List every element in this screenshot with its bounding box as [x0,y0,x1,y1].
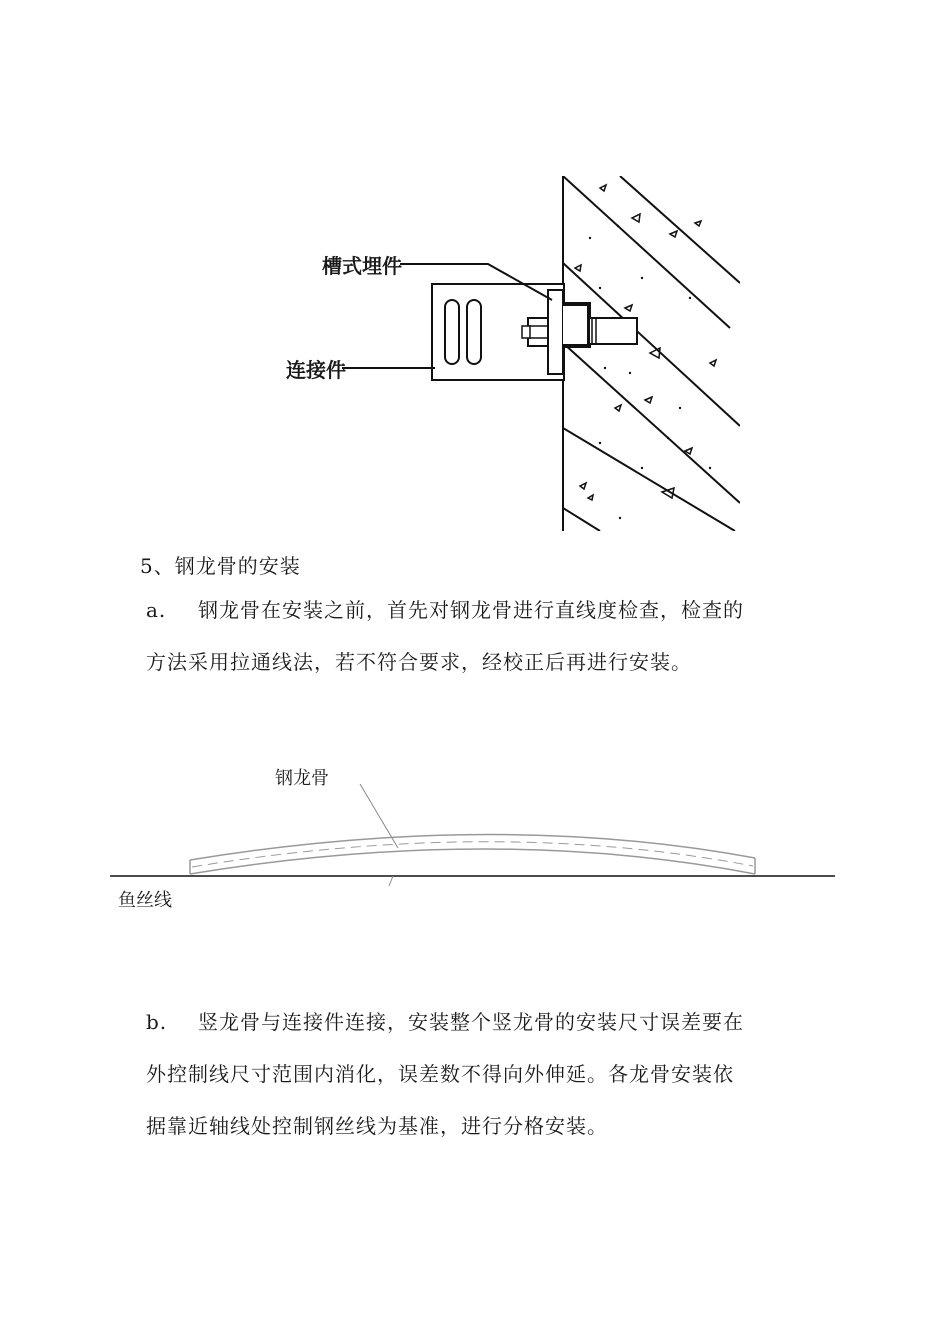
bracket-flange [548,290,563,374]
keel-upper-edge [190,834,755,860]
nut [528,318,548,346]
paragraph-b [146,996,836,1152]
paragraph-b-line-2: 外控制线尺寸范围内消化，误差数不得向外伸延。各龙骨安装依 [146,1062,734,1086]
channel-embed [563,304,589,346]
connector-slot-1 [445,300,459,364]
embed-detail-figure [270,168,740,538]
label-fishing-line: 鱼丝线 [118,890,172,911]
paragraph-a [146,584,836,688]
paragraph-a-marker: a. [146,598,167,622]
paragraph-b-line-3: 据靠近轴线处控制钢丝线为基准，进行分格安装。 [146,1114,608,1138]
label-embed: 槽式埋件 [322,254,402,278]
connector-slot-2 [467,300,481,364]
paragraph-a-line-2: 方法采用拉通线法，若不符合要求，经校正后再进行安装。 [146,650,692,674]
concrete-dots [587,225,711,519]
straightness-check-figure [110,740,850,920]
section-heading: 5、钢龙骨的安装 [140,554,301,578]
label-keel: 钢龙骨 [275,768,329,789]
paragraph-b-marker: b. [146,1010,168,1034]
label-connector: 连接件 [286,358,346,382]
washer [522,326,530,338]
paragraph-b-line-1: b. 竖龙骨与连接件连接，安装整个竖龙骨的安装尺寸误差要在 [146,996,836,1048]
paragraph-a-line-1: a. 钢龙骨在安装之前，首先对钢龙骨进行直线度检查，检查的 [146,584,836,636]
keel-lower-edge [190,849,755,874]
